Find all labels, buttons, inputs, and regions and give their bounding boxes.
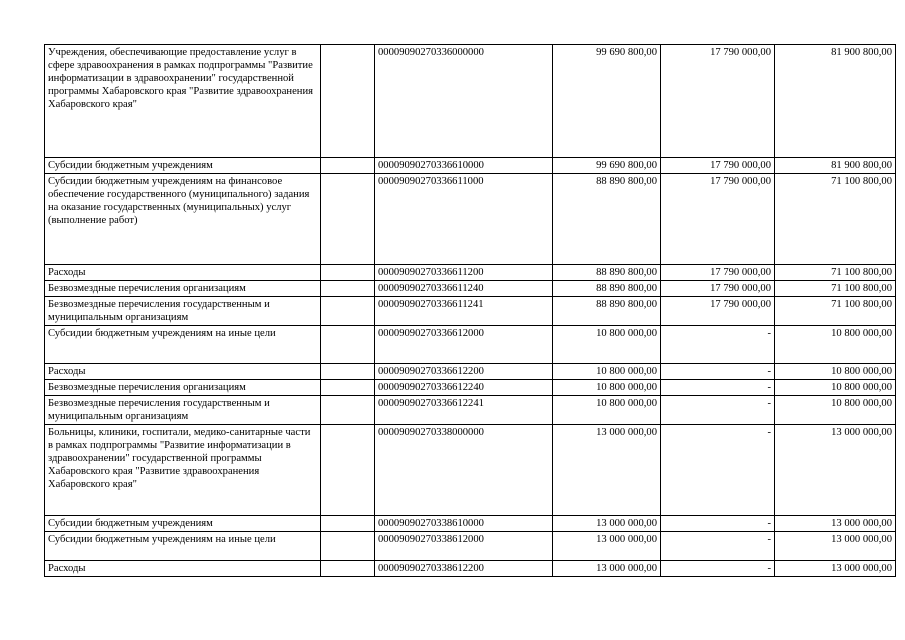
row-value-2: 17 790 000,00 [661,45,775,158]
row-blank-cell [321,158,375,174]
row-value-3: 81 900 800,00 [775,158,896,174]
row-code: 00009090270338612200 [375,561,553,577]
row-value-3: 13 000 000,00 [775,425,896,516]
row-value-1: 10 800 000,00 [553,396,661,425]
row-name: Расходы [45,265,321,281]
row-value-3: 13 000 000,00 [775,561,896,577]
row-name: Безвозмездные перечисления государственным и муниципальным организациям [45,396,321,425]
row-value-1: 10 800 000,00 [553,380,661,396]
row-value-2: 17 790 000,00 [661,265,775,281]
row-blank-cell [321,297,375,326]
row-blank-cell [321,45,375,158]
row-blank-cell [321,265,375,281]
table-row [45,364,896,380]
row-blank-cell [321,396,375,425]
row-value-1: 88 890 800,00 [553,297,661,326]
row-code: 00009090270336000000 [375,45,553,158]
row-blank-cell [321,516,375,532]
row-value-2: - [661,396,775,425]
row-value-1: 13 000 000,00 [553,516,661,532]
row-code: 00009090270336611240 [375,281,553,297]
row-value-3: 13 000 000,00 [775,532,896,561]
row-name: Учреждения, обеспечивающие предоставление услуг в сфере здравоохранения в рамках подпрограммы "Развитие информатизации в здравоохранении" государственной программы Хабаровского края "Развитие здравоохранения Хабаровского края" [45,45,321,158]
row-name: Субсидии бюджетным учреждениям на иные цели [45,532,321,561]
table-row [45,516,896,532]
document-page [44,44,892,577]
row-code: 00009090270336611241 [375,297,553,326]
row-value-3: 81 900 800,00 [775,45,896,158]
row-value-2: 17 790 000,00 [661,158,775,174]
row-blank-cell [321,174,375,265]
row-value-2: - [661,561,775,577]
row-value-2: - [661,532,775,561]
table-row [45,532,896,561]
row-value-1: 13 000 000,00 [553,425,661,516]
row-value-3: 10 800 000,00 [775,396,896,425]
row-value-3: 71 100 800,00 [775,265,896,281]
row-name: Больницы, клиники, госпитали, медико-санитарные части в рамках подпрограммы "Развитие информатизации в здравоохранении" государственной программы Хабаровского края "Развитие здравоохранения Хабаровского края" [45,425,321,516]
row-code: 00009090270336611200 [375,265,553,281]
row-value-3: 10 800 000,00 [775,326,896,364]
row-name: Безвозмездные перечисления государственным и муниципальным организациям [45,297,321,326]
table-row [45,158,896,174]
row-code: 00009090270336612200 [375,364,553,380]
row-blank-cell [321,281,375,297]
row-value-1: 99 690 800,00 [553,45,661,158]
row-value-2: - [661,425,775,516]
table-row [45,297,896,326]
row-value-2: - [661,516,775,532]
row-code: 00009090270336611000 [375,174,553,265]
row-value-1: 10 800 000,00 [553,326,661,364]
row-code: 00009090270336612241 [375,396,553,425]
row-value-2: - [661,380,775,396]
table-row [45,265,896,281]
row-blank-cell [321,425,375,516]
row-value-1: 88 890 800,00 [553,265,661,281]
row-value-2: - [661,364,775,380]
row-code: 00009090270336610000 [375,158,553,174]
row-code: 00009090270338612000 [375,532,553,561]
row-value-2: 17 790 000,00 [661,174,775,265]
row-value-1: 88 890 800,00 [553,281,661,297]
row-name: Безвозмездные перечисления организациям [45,281,321,297]
table-row [45,326,896,364]
row-value-2: - [661,326,775,364]
table-row [45,174,896,265]
table-row [45,396,896,425]
row-value-3: 71 100 800,00 [775,174,896,265]
row-blank-cell [321,561,375,577]
row-value-1: 10 800 000,00 [553,364,661,380]
table-row [45,561,896,577]
row-blank-cell [321,380,375,396]
row-blank-cell [321,326,375,364]
table-row [45,380,896,396]
table-row [45,45,896,158]
row-value-3: 71 100 800,00 [775,297,896,326]
row-value-1: 99 690 800,00 [553,158,661,174]
row-code: 00009090270336612000 [375,326,553,364]
row-name: Безвозмездные перечисления организациям [45,380,321,396]
budget-table [44,44,896,577]
row-code: 00009090270338610000 [375,516,553,532]
row-blank-cell [321,532,375,561]
row-value-2: 17 790 000,00 [661,281,775,297]
row-value-3: 13 000 000,00 [775,516,896,532]
row-value-3: 10 800 000,00 [775,364,896,380]
row-blank-cell [321,364,375,380]
row-name: Субсидии бюджетным учреждениям [45,516,321,532]
table-row [45,281,896,297]
row-name: Расходы [45,561,321,577]
row-name: Расходы [45,364,321,380]
row-value-3: 10 800 000,00 [775,380,896,396]
row-name: Субсидии бюджетным учреждениям на финансовое обеспечение государственного (муниципального) задания на оказание государственных (муниципальных) услуг (выполнение работ) [45,174,321,265]
row-value-1: 13 000 000,00 [553,561,661,577]
row-code: 00009090270336612240 [375,380,553,396]
row-code: 00009090270338000000 [375,425,553,516]
row-name: Субсидии бюджетным учреждениям [45,158,321,174]
row-value-3: 71 100 800,00 [775,281,896,297]
row-value-1: 88 890 800,00 [553,174,661,265]
table-row [45,425,896,516]
row-value-2: 17 790 000,00 [661,297,775,326]
row-value-1: 13 000 000,00 [553,532,661,561]
row-name: Субсидии бюджетным учреждениям на иные цели [45,326,321,364]
